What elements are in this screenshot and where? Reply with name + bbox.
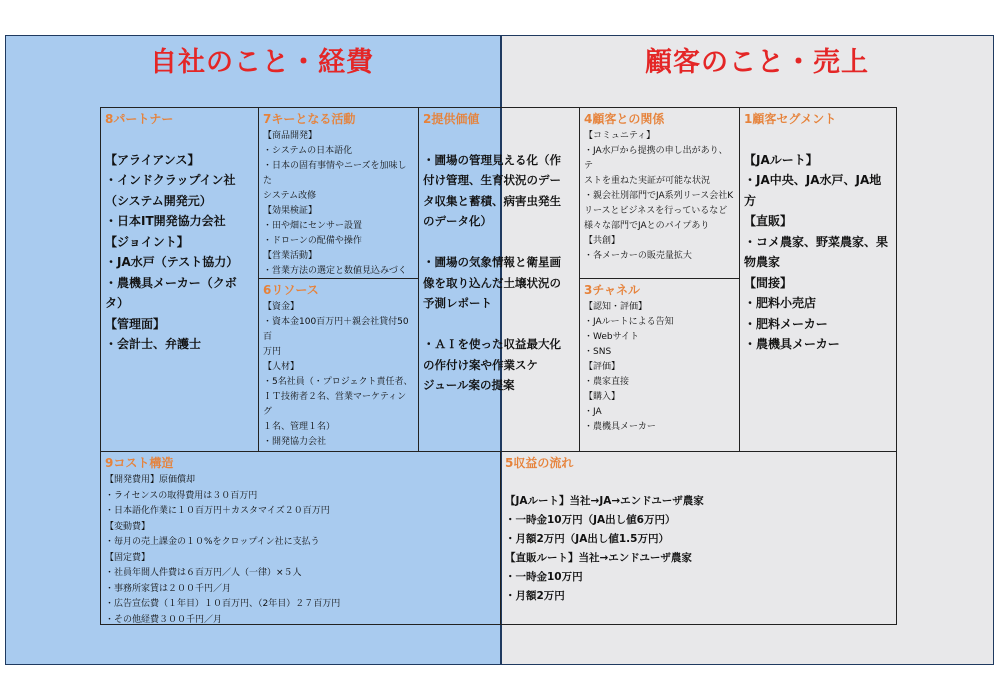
text-line: ・JA水戸（テスト協力） [105,255,239,269]
text-line: 【開発費用】原価償却 [105,475,196,485]
text-line: ・ＡＩを使った収益最大化 [423,337,561,351]
text-line: ＩＴ技術者２名、営業マーケティング [263,392,407,417]
text-line: ・JA水戸から提携の申し出があり、テ [584,146,728,171]
value-title: 2提供価値 [423,112,480,126]
partner-title: 8パートナー [105,112,174,126]
text-line: 【JAルート】当社→JA→エンドユーザ農家 [505,495,704,507]
text-line: 【商品開発】 [263,131,318,141]
text-line: 【認知・評価】 [584,302,648,312]
channels-title: 3チャネル [584,283,640,297]
partner-block [100,107,259,452]
text-line: ・農機具メーカー [584,422,656,432]
channels-lines [584,300,735,435]
text-line: ・社員年間人件費は６百万円／人（一律）×５人 [105,568,302,578]
text-line: ・親会社別部門でJA系列リース会社K [584,191,734,201]
text-line: ・農機具メーカー（クボ [105,275,237,290]
text-line: ・5名社員（・プロジェクト責任者、 [263,377,413,387]
text-line: 【評価】 [584,362,621,372]
channels-block [579,278,740,452]
text-line: ・一時金10万円（JA出し値6万円） [505,514,676,526]
relations-block [579,107,740,279]
text-line: システム改修 [263,191,317,201]
value-lines [423,129,588,396]
text-line [505,473,892,492]
text-line: ・SNS [584,347,612,357]
text-line: 【間接】 [744,275,793,290]
revenue-lines [505,473,892,606]
text-line: ・毎月の売上課金の１０%をクロップイン社に支払う [105,537,320,547]
text-line: 【ジョイント】 [105,234,189,249]
text-line: 【JAルート】 [744,152,818,167]
text-line: ・インドクラップイン社 [105,173,236,187]
resources-block [258,278,419,452]
text-line: ストを重ねた実証が可能な状況 [584,176,711,186]
text-line: 【資金】 [263,302,300,312]
text-line: 【共創】 [584,236,621,246]
text-line: ・Webサイト [584,332,639,342]
text-line: ・ドローンの配備や操作 [263,236,362,246]
text-line [744,129,892,150]
resources-title: 6リソース [263,283,319,297]
right-header: 顧客のこと・売上 [645,47,869,78]
text-line: （システム開発元） [105,193,212,208]
text-line: ・各メーカーの販売量拡大 [584,251,692,261]
text-line: 【アライアンス】 [105,152,200,167]
text-line: １名、管理１名） [263,422,336,432]
text-line: リースとビジネスを行っているなど [584,206,728,216]
text-line: ・コメ農家、野菜農家、果 [744,234,889,249]
text-line: ・圃場の気象情報と衛星画 [423,255,561,269]
cost-lines [105,473,496,625]
text-line: タ） [105,296,130,310]
text-line: の作付け案や作業スケ [423,357,538,372]
text-line: 【コミュニティ】 [584,131,656,141]
text-line [105,129,254,150]
text-line: ・肥料小売店 [744,296,817,310]
resources-lines [263,300,414,452]
text-line: ・日本の固有事情やニーズを加味した [263,161,407,186]
text-line [423,129,588,150]
left-header: 自社のこと・経費 [150,47,374,78]
text-line: 【固定費】 [105,552,151,563]
text-line: ・開発協力会社 [263,437,327,447]
cost-block [100,451,501,625]
segments-block [739,107,897,452]
text-line [423,314,588,335]
revenue-title: 5収益の流れ [505,456,574,470]
text-line: ・事務所家賃は２００千円／月 [105,583,232,594]
text-line: 【営業活動】 [263,251,318,261]
text-line: 【直販】 [744,214,793,228]
revenue-block [500,451,897,625]
activities-lines [263,129,414,279]
text-line: 予測レポート [423,296,492,310]
partner-lines [105,129,254,355]
value-block [418,107,580,452]
text-line: ・農家直接 [584,377,630,387]
text-line: ・農機具メーカー [744,337,840,351]
text-line: 【人材】 [263,362,300,372]
text-line: 像を取り込んだ土壌状況の [423,275,561,290]
text-line: 【効果検証】 [263,206,318,216]
text-line: 様々な部門でJAとのパイプあり [584,221,710,231]
text-line: 【直販ルート】当社→エンドユーザ農家 [505,552,692,564]
text-line: ・その他経費３００千円／月 [105,614,223,625]
text-line: ・営業方法の選定と数値見込みづく [263,266,407,276]
text-line: のデータ化） [423,214,492,228]
text-line: ・肥料メーカー [744,316,828,331]
text-line: ・一時金10万円 [505,571,583,583]
text-line: ・圃場の管理見える化（作 [423,152,561,167]
text-line: 【管理面】 [105,316,166,331]
activities-block [258,107,419,279]
segments-lines [744,129,892,355]
text-line: ・JA [584,407,602,417]
segments-title: 1顧客セグメント [744,112,837,126]
cost-title: 9コスト構造 [105,456,174,470]
text-line: ・広告宣伝費（１年目）１０百万円、（2年目）２７百万円 [105,599,341,609]
text-line: 万円 [263,347,282,357]
text-line: 【購入】 [584,392,621,402]
text-line: ・月額2万円 [505,590,565,602]
text-line: ジュール案の提案 [423,378,515,392]
text-line: ・日本IT開発協力会社 [105,214,226,228]
text-line: ・田や畑にセンサー設置 [263,221,363,231]
relations-title: 4顧客との関係 [584,112,665,126]
text-line: 【変動費】 [105,521,151,532]
text-line: ・ライセンスの取得費用は３０百万円 [105,490,258,501]
text-line: ・月額2万円（JA出し値1.5万円） [505,533,669,545]
text-line: 物農家 [744,255,781,269]
text-line: ・資本金100百万円＋親会社貸付50百 [263,317,409,342]
text-line: タ収集と蓄積、病害虫発生 [423,193,561,208]
text-line [423,232,588,253]
activities-title: 7キーとなる活動 [263,112,356,126]
text-line: ・日本語化作業に１０百万円＋カスタマイズ２０百万円 [105,506,330,516]
relations-lines [584,129,735,264]
text-line: ・JA中央、JA水戸、JA地方 [744,173,882,208]
text-line: ・システムの日本語化 [263,146,353,156]
text-line: ・会計士、弁護士 [105,337,202,351]
text-line: 付け管理、生育状況のデー [423,173,561,187]
text-line: ・JAルートによる告知 [584,317,674,327]
